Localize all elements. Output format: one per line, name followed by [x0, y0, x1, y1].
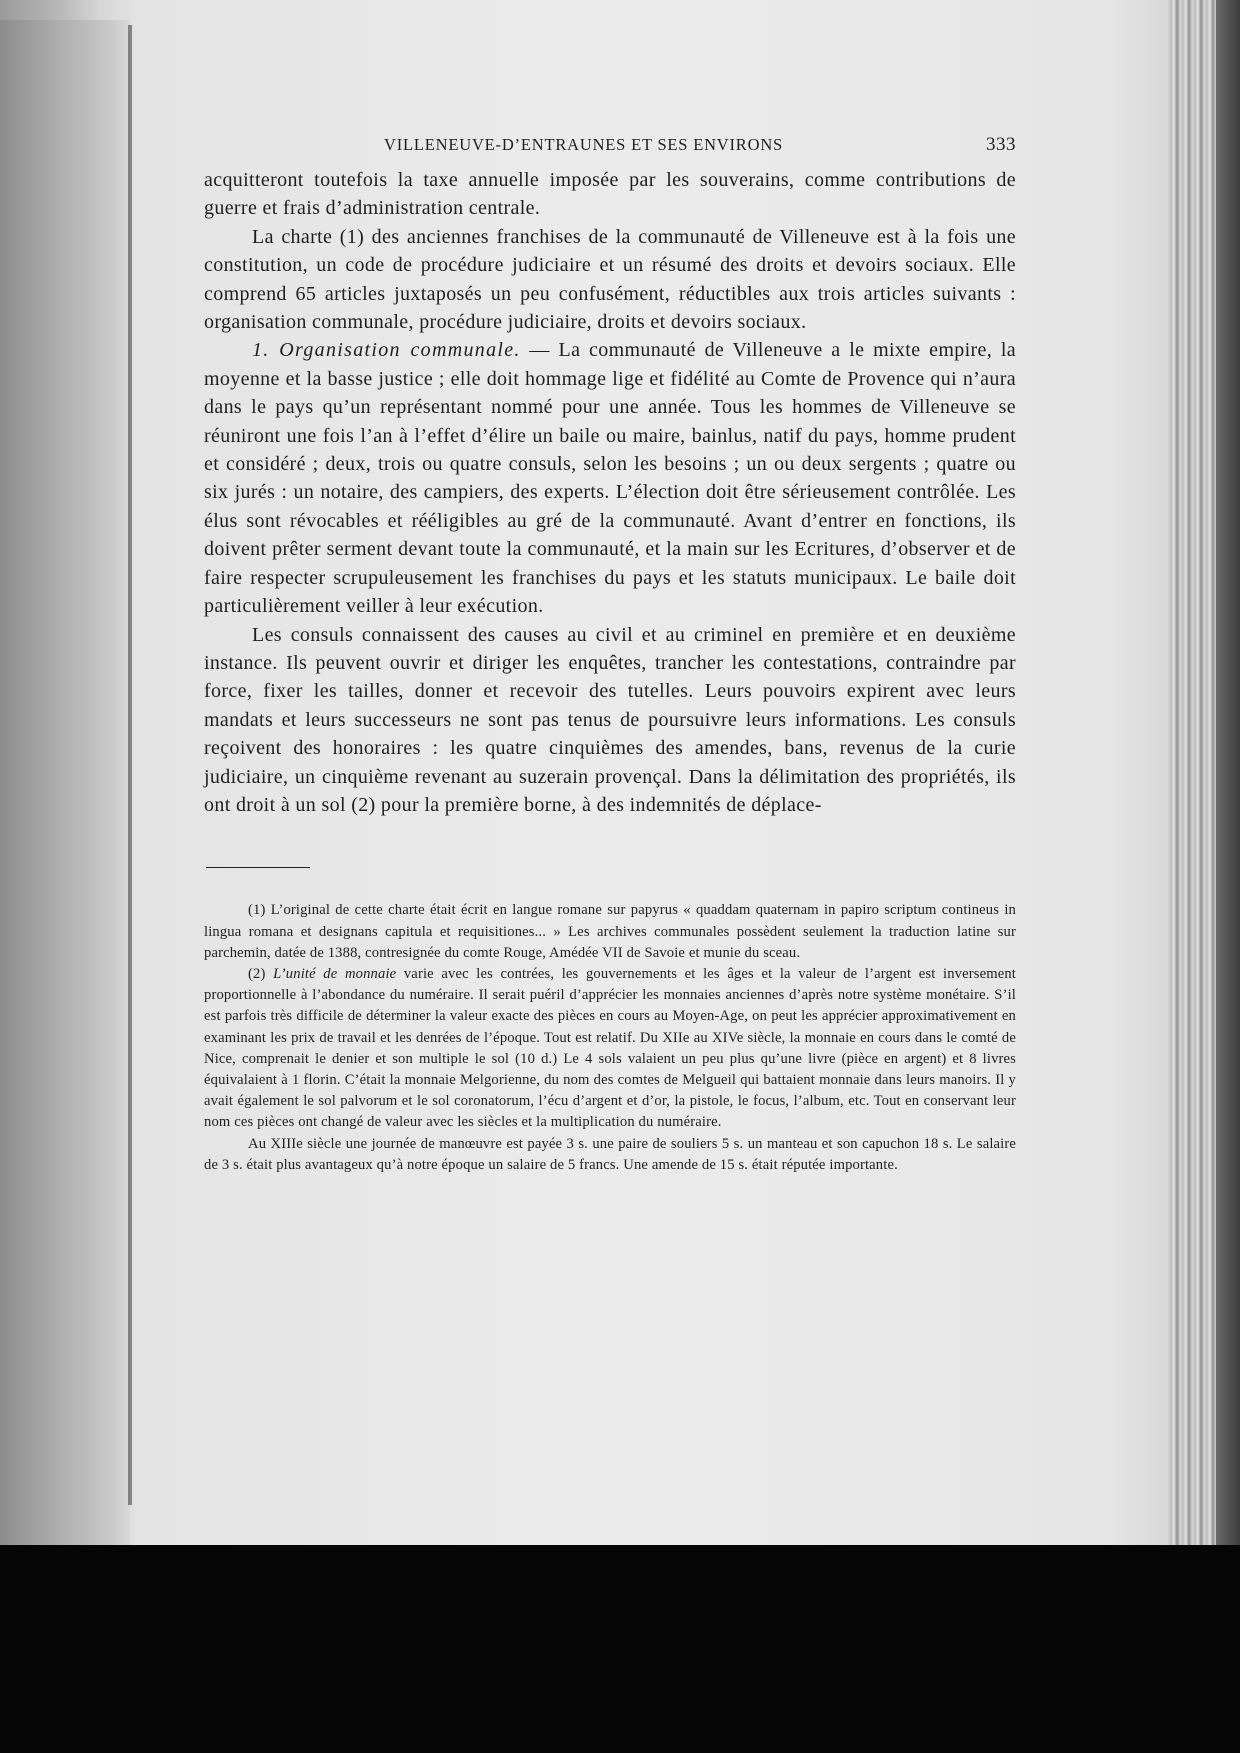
book-page	[204, 130, 1016, 1176]
footnote-2-term: L’unité de monnaie	[273, 965, 397, 982]
footnotes	[204, 900, 1016, 1176]
scanner-background	[0, 1545, 1240, 1753]
page-number: 333	[986, 134, 1016, 155]
book-gutter	[128, 25, 132, 1505]
main-text	[204, 166, 1016, 819]
footnote-1: (1) L’original de cette charte était écrit en langue romane sur papyrus « quaddam quaternam in papiro scriptum contineus in lingua romana et designans capitula et requisitiones... » Les archives communales possèdent seulement la traduction latine sur parchemin, datée de 1388, contresignée du comte Rouge, Amédée VII de Savoie et munie du sceau.	[204, 902, 1016, 961]
facing-page-edge	[0, 20, 130, 1545]
paragraph-continuation: acquitteront toutefois la taxe annuelle imposée par les souverains, comme contributions de guerre et frais d’administration centrale.	[204, 169, 1016, 220]
footnote-2-continued: Au XIIIe siècle une journée de manœuvre est payée 3 s. une paire de souliers 5 s. un manteau et son capuchon 18 s. Le salaire de 3 s. était plus avantageux qu’à notre époque un salaire de 5 francs. Une amende de 15 s. était réputée importante.	[204, 1135, 1016, 1173]
paragraph-consuls: Les consuls connaissent des causes au civil et au criminel en première et en deuxième instance. Ils peuvent ouvrir et diriger les enquêtes, trancher les contestations, contraindre par force, fixer les tailles, donner et recevoir des tutelles. Leurs pouvoirs expirent avec leurs mandats et leurs successeurs ne sont pas tenus de poursuivre leurs informations. Les consuls reçoivent des honoraires : les quatre cinquièmes des amendes, bans, revenus de la curie judiciaire, un cinquième revenant au suzerain provençal. Dans la délimitation des propriétés, ils ont droit à un sol (2) pour la première borne, à des indemnités de déplace-	[204, 623, 1016, 816]
paragraph-organisation-text: — La communauté de Villeneuve a le mixte empire, la moyenne et la basse justice ; elle doit hommage lige et fidélité au Comte de Provence qui n’aura dans le pays qu’un représentant nommé pour une année. Tous les hommes de Villeneuve se réuniront une fois l’an à l’effet d’élire un baile ou maire, bainlus, natif du pays, homme prudent et considéré ; deux, trois ou quatre consuls, selon les besoins ; un ou deux sergents ; quatre ou six jurés : un notaire, des campiers, des experts. L’élection doit être sérieusement contrôlée. Les élus sont révocables et rééligibles au gré de la communauté. Avant d’entrer en fonctions, ils doivent prêter serment devant toute la communauté, et la main sur les Ecritures, d’observer et de faire respecter scrupuleusement les franchises du pays et les statuts municipaux. Le baile doit particulièrement veiller à leur exécution.	[204, 339, 1016, 618]
section-heading: 1. Organisation communale.	[252, 339, 521, 362]
paragraph-organisation	[204, 336, 1016, 620]
footnote-2-text: varie avec les contrées, les gouvernements et les âges et la valeur de l’argent est inversement proportionnelle à l’abondance du numéraire. Il serait puéril d’apprécier les monnaies anciennes d’après notre système monétaire. S’il est parfois très difficile de déterminer la valeur exacte des pièces en cours au Moyen-Age, on peut les apprécier approximativement en examinant les prix de travail et les denrées de l’époque. Tout est relatif. Du XIIe au XIVe siècle, la monnaie en cours dans le comté de Nice, comprenait le denier et son multiple le sol (10 d.) Le 4 sols valaient un peu plus qu’une livre (pièce en argent) et 8 livres équivalaient à 1 florin. C’était la monnaie Melgorienne, du nom des comtes de Melgueil qui battaient monnaie dans leurs manoirs. Il y avait également le sol palvorum et le sol coronatorum, l’écu d’argent et d’or, la pistole, le focus, l’album, etc. Tout en conservant leur nom ces pièces ont changé de valeur avec les siècles et la multiplication du numéraire.	[204, 965, 1016, 1131]
footnote-2-label: (2)	[248, 965, 274, 982]
footnote-separator	[206, 867, 310, 868]
footnote-2	[204, 964, 1016, 1134]
book-cover-edge	[1216, 0, 1240, 1545]
running-head	[204, 130, 1016, 160]
running-head-title: VILLENEUVE-D’ENTRAUNES ET SES ENVIRONS	[384, 135, 784, 154]
paragraph-charte: La charte (1) des anciennes franchises de la communauté de Villeneuve est à la fois une constitution, un code de procédure judiciaire et un résumé des droits et devoirs sociaux. Elle comprend 65 articles juxtaposés un peu confusément, réductibles aux trois articles suivants : organisation communale, procédure judiciaire, droits et devoirs sociaux.	[204, 225, 1016, 334]
